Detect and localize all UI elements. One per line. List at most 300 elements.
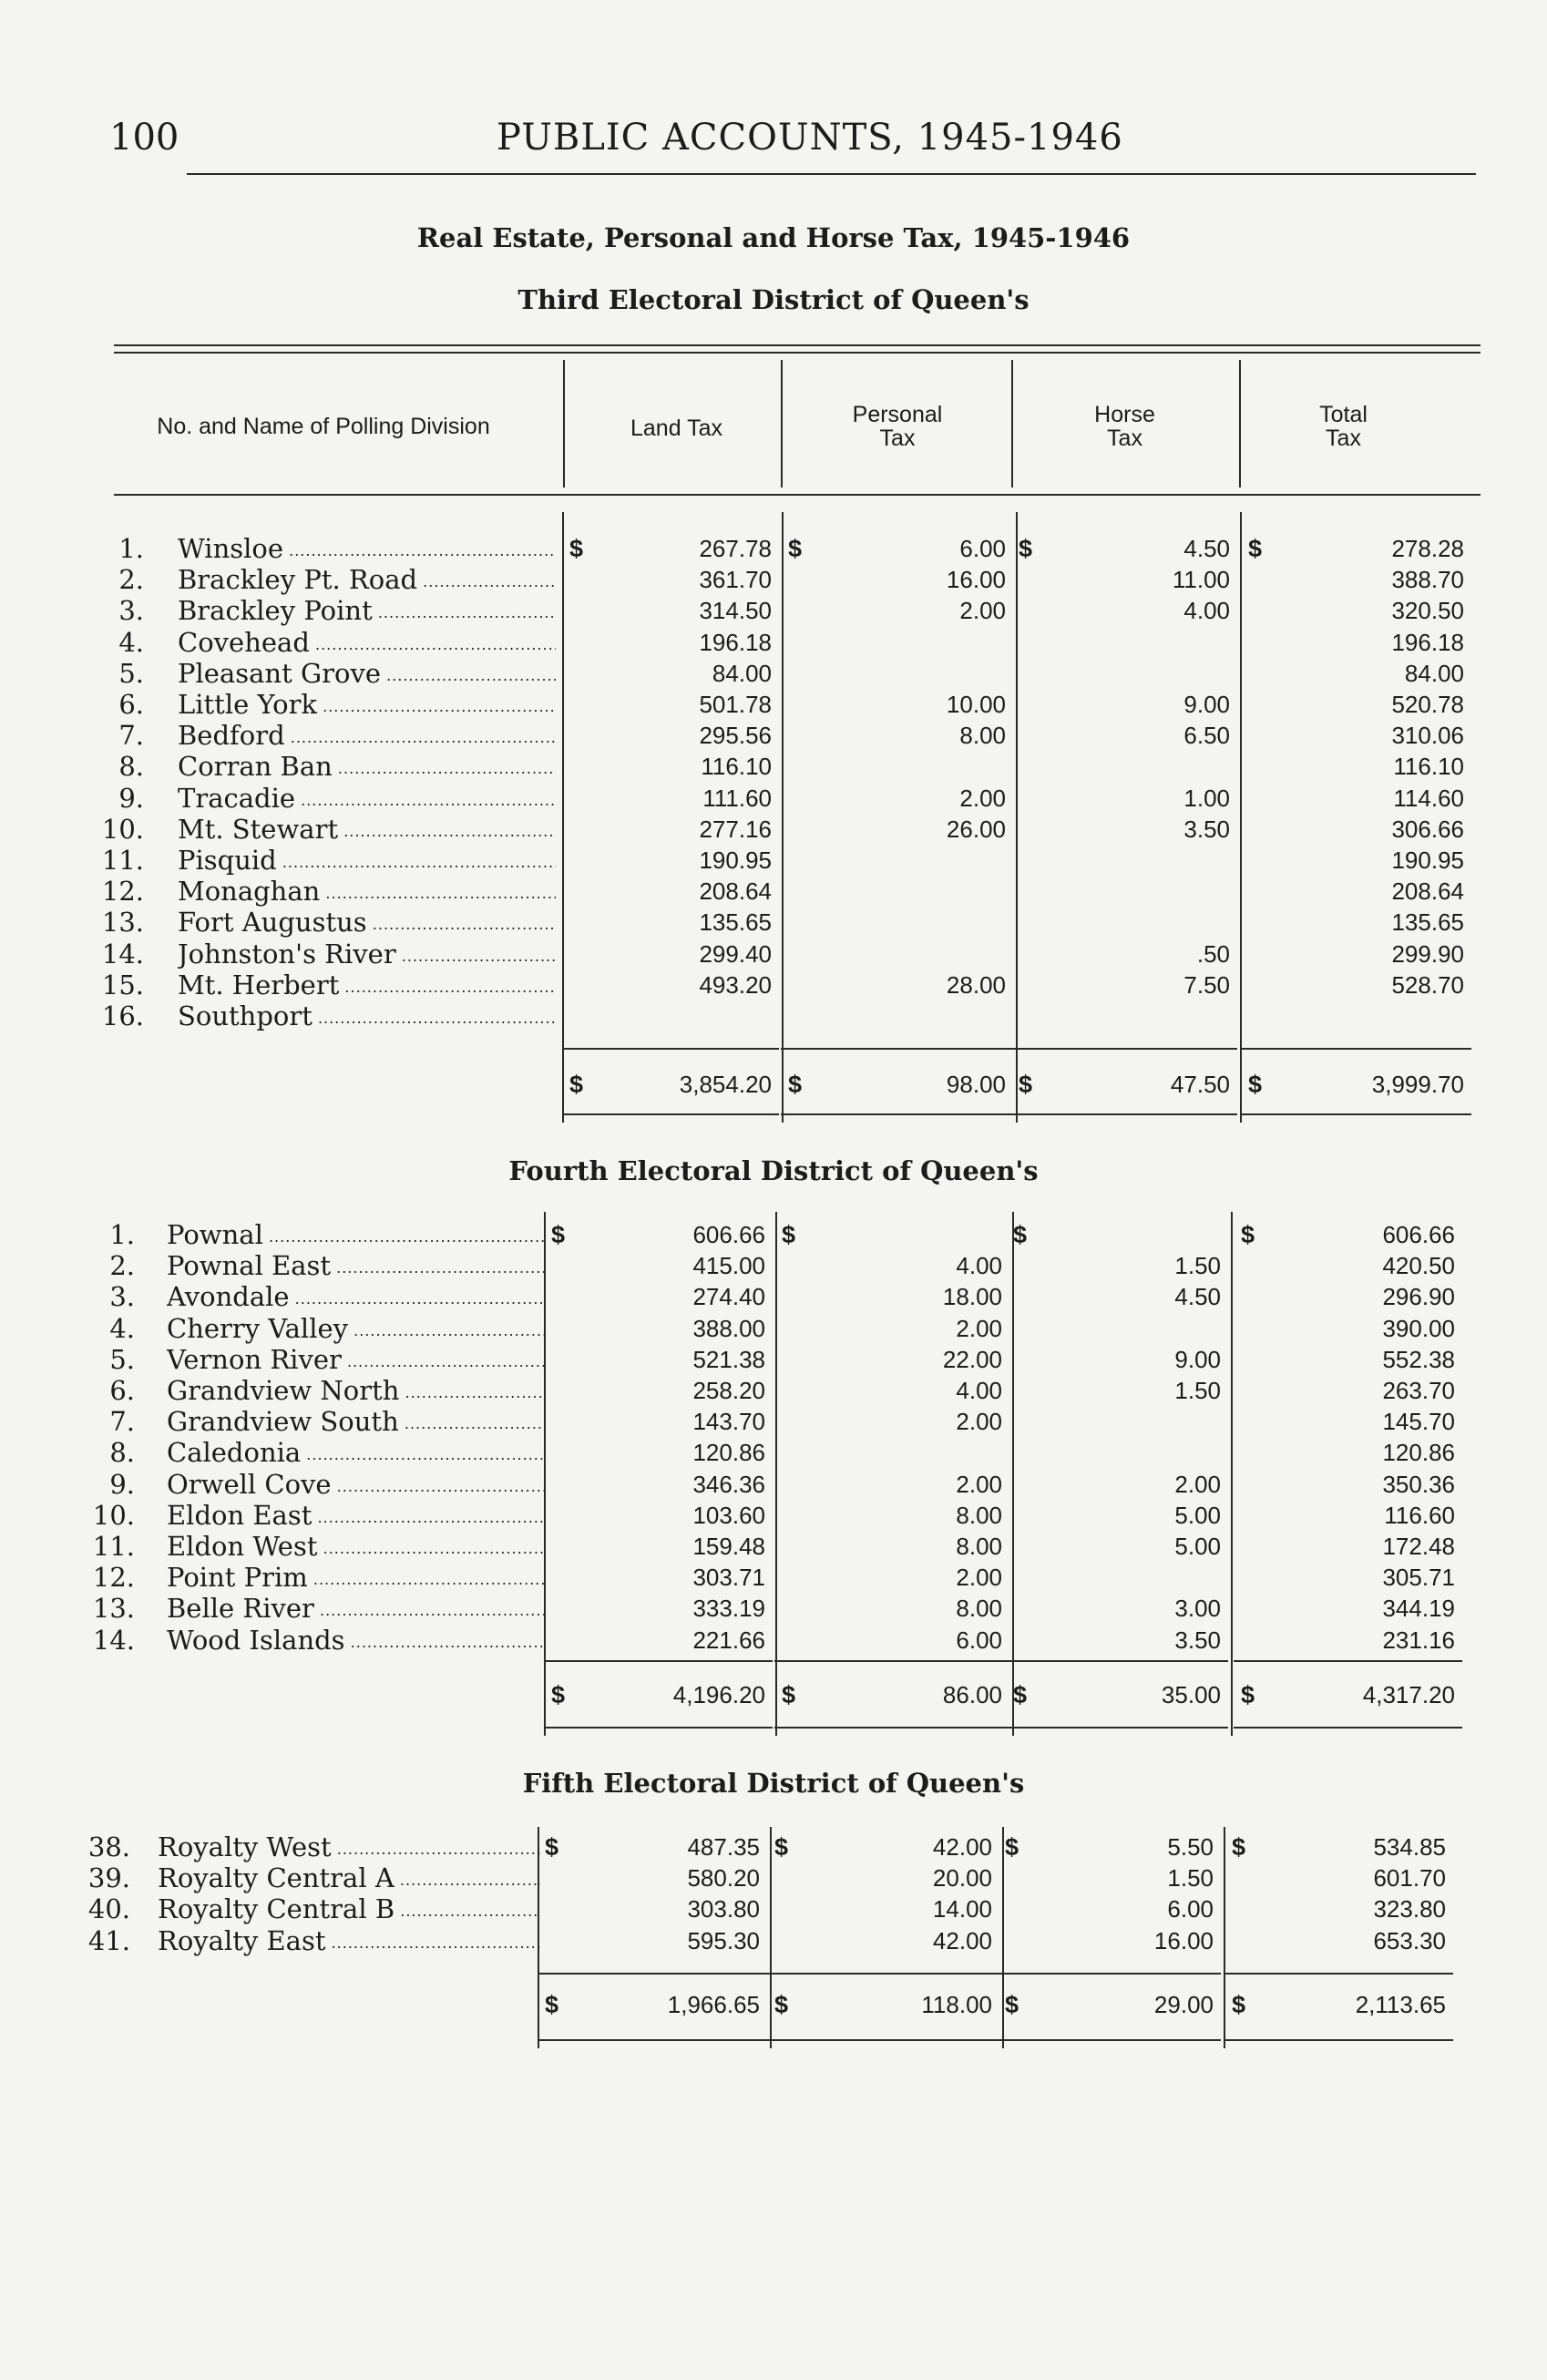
division-number: 12. [92,1562,135,1594]
horse-tax-total: 35.00 [1161,1681,1221,1708]
table-row [0,845,1547,876]
table-row [0,1469,1547,1500]
division-number: 1. [109,1219,135,1250]
land-tax-value: 606.66 [692,1221,765,1248]
total-tax-value: 196.18 [1391,628,1464,656]
table-row [0,1000,1547,1031]
currency-symbol: $ [1019,535,1033,562]
land-tax-value: 190.95 [699,846,772,874]
division-name: Royalty West ..... [158,1831,540,1865]
division-name: Pownal ..... [167,1219,545,1253]
table-row [0,1893,1547,1924]
horse-tax-value: 3.50 [1183,815,1230,843]
land-tax-value: 303.80 [687,1895,760,1923]
land-tax-value: 258.20 [692,1377,765,1404]
division-number: 2. [109,1250,135,1282]
personal-tax-value: 6.00 [956,1626,1002,1654]
division-name: Tracadie ..... [178,783,556,816]
total-tax-value: 601.70 [1373,1864,1446,1893]
division-name: Royalty Central B ..... [158,1893,540,1927]
division-name: Eldon West ..... [167,1531,545,1564]
personal-tax-value: 8.00 [956,1595,1002,1623]
table-row [0,1531,1547,1562]
horse-tax-value: 11.00 [1172,566,1230,594]
currency-symbol: $ [774,1833,789,1861]
horse-tax-value: 3.00 [1174,1595,1221,1623]
horse-tax-value: 7.50 [1183,970,1230,999]
total-rule [1011,1113,1237,1115]
division-number: 9. [109,1468,135,1500]
total-rule [767,2039,999,2041]
land-tax-value: 135.65 [699,908,772,937]
table-top-rule [114,344,1480,346]
division-name: Bedford ..... [178,720,556,754]
division-name: Royalty Central A ..... [158,1862,540,1896]
division-number: 14. [101,938,144,969]
division-name: Corran Ban ..... [178,751,556,785]
division-name: Brackley Pt. Road ..... [178,564,556,598]
division-name: Eldon East ..... [167,1500,545,1534]
total-rule [1006,1727,1228,1729]
land-tax-total: 4,196.20 [672,1681,765,1708]
division-number: 7. [109,1406,135,1438]
table-row [0,658,1547,689]
total-rule [1011,1048,1237,1050]
horse-tax-value: 4.50 [1174,1283,1221,1311]
division-number: 3. [109,1281,135,1313]
land-tax-value: 346.36 [692,1470,765,1498]
division-number: 13. [92,1593,135,1625]
land-tax-value: 493.20 [699,970,772,999]
total-tax-value: 388.70 [1391,566,1464,594]
table-row [0,1250,1547,1281]
division-number: 4. [109,1312,135,1344]
personal-tax-value: 2.00 [956,1314,1002,1342]
table-row [0,1862,1547,1893]
land-tax-value: 120.86 [692,1439,765,1467]
land-tax-value: 111.60 [702,784,772,812]
land-tax-value: 487.35 [687,1833,760,1861]
division-number: 11. [101,845,144,876]
division-name: Caledonia ..... [167,1437,545,1471]
total-tax-total: 2,113.65 [1355,1991,1446,2018]
personal-tax-value: 20.00 [932,1864,992,1893]
total-rule [538,2039,767,2041]
division-number: 13. [101,907,144,939]
division-name: Pleasant Grove ..... [178,658,556,692]
total-tax-value: 231.16 [1382,1626,1455,1654]
total-rule [1241,1048,1471,1050]
total-tax-value: 172.48 [1382,1533,1455,1560]
land-tax-value: 415.00 [692,1252,765,1280]
horse-tax-value: 5.50 [1167,1833,1214,1861]
total-tax-value: 116.60 [1384,1501,1455,1529]
table-row [0,1500,1547,1531]
total-tax-value: 420.50 [1382,1252,1455,1280]
running-title: PUBLIC ACCOUNTS, 1945-1946 [497,117,1123,159]
division-name: Cherry Valley ..... [167,1313,545,1347]
table-row [0,1344,1547,1375]
personal-tax-value: 14.00 [932,1895,992,1923]
division-number: 14. [92,1624,135,1656]
land-tax-total: 1,966.65 [667,1991,760,2018]
total-tax-value: 344.19 [1382,1595,1455,1623]
division-number: 5. [109,1343,135,1375]
land-tax-value: 521.38 [692,1345,765,1373]
division-name: Vernon River ..... [167,1344,545,1378]
total-rule [544,1660,773,1662]
division-name: Avondale ..... [167,1281,545,1315]
page-number: 100 [109,117,179,159]
column-divider [781,360,783,487]
table-row [0,1281,1547,1312]
total-rule [1241,1113,1471,1115]
division-name: Mt. Stewart ..... [178,814,556,847]
horse-tax-value: 1.50 [1174,1377,1221,1404]
total-tax-value: 305.71 [1382,1564,1455,1592]
total-rule [998,1973,1221,1975]
header-rule [187,173,1476,175]
personal-tax-value: 8.00 [956,1501,1002,1529]
total-tax-value: 145.70 [1382,1408,1455,1436]
total-tax-value: 310.06 [1391,722,1464,750]
division-number: 11. [92,1531,135,1562]
total-tax-value: 306.66 [1391,815,1464,843]
total-rule [544,1727,773,1729]
land-tax-value: 388.00 [692,1314,765,1342]
personal-tax-total: 86.00 [942,1681,1002,1708]
total-tax-value: 323.80 [1373,1895,1446,1923]
division-name: Monaghan ..... [178,876,556,909]
land-tax-value: 143.70 [692,1408,765,1436]
land-tax-value: 196.18 [699,628,772,656]
currency-symbol: $ [569,535,584,562]
table-row [0,564,1547,595]
currency-symbol: $ [1019,1071,1033,1098]
total-tax-value: 653.30 [1373,1926,1446,1954]
table-row [0,751,1547,782]
column-header-horse-line: Tax [1107,426,1142,451]
currency-symbol: $ [569,1071,584,1098]
table-row [0,876,1547,907]
column-header-horse-line: Horse [1094,402,1155,427]
division-number: 6. [109,1375,135,1406]
land-tax-value: 274.40 [692,1283,765,1311]
horse-tax-value: 6.50 [1183,722,1230,750]
total-tax-value: 208.64 [1391,877,1464,906]
division-name: Winsloe ..... [178,533,556,567]
land-tax-value: 159.48 [692,1533,765,1560]
land-tax-value: 299.40 [699,939,772,968]
currency-symbol: $ [1248,1071,1263,1098]
column-header-total-line: Tax [1326,426,1361,451]
horse-tax-value: 1.50 [1167,1864,1214,1893]
table-row [0,1593,1547,1624]
total-rule [1234,1727,1462,1729]
land-tax-value: 84.00 [712,659,772,687]
total-rule [781,1113,1013,1115]
total-tax-value: 278.28 [1391,535,1464,562]
table-row [0,627,1547,658]
column-header-name: No. and Name of Polling Division [157,414,490,439]
horse-tax-value: 1.00 [1183,784,1230,812]
table-row [0,814,1547,845]
land-tax-value: 361.70 [699,566,772,594]
table-row [0,533,1547,564]
report-title: Real Estate, Personal and Horse Tax, 1945-1946 [416,222,1131,253]
personal-tax-value: 26.00 [946,815,1006,843]
personal-tax-value: 4.00 [956,1252,1002,1280]
horse-tax-value: 5.00 [1174,1533,1221,1560]
land-tax-value: 103.60 [692,1501,765,1529]
total-tax-value: 606.66 [1382,1221,1455,1248]
table-top-rule [114,352,1480,354]
table-row [0,1625,1547,1656]
division-number: 12. [101,876,144,908]
personal-tax-value: 42.00 [932,1833,992,1861]
division-name: Johnston's River ..... [178,939,556,972]
land-tax-value: 221.66 [692,1626,765,1654]
division-name: Wood Islands ..... [167,1625,545,1658]
table-row [0,1375,1547,1406]
total-rule [1234,1660,1462,1662]
table-row [0,1562,1547,1593]
section-total-row [0,1066,1547,1103]
column-header-total-line: Total [1319,402,1368,427]
table-row [0,689,1547,720]
currency-symbol: $ [1013,1681,1028,1708]
currency-symbol: $ [1005,1833,1019,1861]
table-row [0,969,1547,1000]
division-number: 41. [87,1924,130,1956]
column-header-personal-line: Personal [852,402,943,427]
total-rule [998,2039,1221,2041]
table-row [0,939,1547,969]
division-number: 15. [101,969,144,1000]
total-tax-value: 263.70 [1382,1377,1455,1404]
total-tax-value: 84.00 [1404,659,1464,687]
total-tax-value: 116.10 [1393,753,1464,781]
land-tax-value: 595.30 [687,1926,760,1954]
total-rule [781,1048,1013,1050]
division-number: 16. [101,1000,144,1031]
column-divider [1239,360,1241,487]
land-tax-value: 580.20 [687,1864,760,1893]
division-number: 10. [92,1499,135,1531]
currency-symbol: $ [551,1681,566,1708]
table-row [0,595,1547,626]
division-number: 3. [118,595,144,627]
section-title: Third Electoral District of Queen's [517,284,1030,315]
horse-tax-value: 6.00 [1167,1895,1214,1923]
personal-tax-value: 2.00 [956,1470,1002,1498]
currency-symbol: $ [782,1221,796,1248]
division-name: Mt. Herbert ..... [178,969,556,1003]
table-row [0,907,1547,938]
division-name: Grandview North ..... [167,1375,545,1409]
total-rule [562,1048,779,1050]
table-row [0,1313,1547,1344]
division-number: 5. [118,657,144,689]
personal-tax-value: 28.00 [946,970,1006,999]
division-number: 7. [118,720,144,752]
total-tax-value: 296.90 [1382,1283,1455,1311]
personal-tax-value: 8.00 [956,1533,1002,1560]
division-name: Pisquid ..... [178,845,556,878]
division-name: Little York ..... [178,689,556,723]
currency-symbol: $ [774,1991,789,2018]
table-row [0,783,1547,814]
division-name: Brackley Point ..... [178,595,556,629]
horse-tax-value: 9.00 [1183,691,1230,718]
land-tax-value: 208.64 [699,877,772,906]
total-tax-value: 135.65 [1391,908,1464,937]
land-tax-value: 333.19 [692,1595,765,1623]
division-number: 1. [118,533,144,564]
currency-symbol: $ [1248,535,1263,562]
personal-tax-value: 2.00 [956,1408,1002,1436]
land-tax-value: 116.10 [701,753,772,781]
section-total-row [0,1677,1547,1713]
personal-tax-value: 22.00 [942,1345,1002,1373]
table-row [0,720,1547,751]
total-tax-value: 552.38 [1382,1345,1455,1373]
horse-tax-value: 1.50 [1174,1252,1221,1280]
personal-tax-value: 4.00 [956,1377,1002,1404]
total-tax-value: 534.85 [1373,1833,1446,1861]
table-row [0,1406,1547,1437]
division-number: 38. [87,1831,130,1862]
table-row [0,1437,1547,1468]
land-tax-value: 303.71 [692,1564,765,1592]
personal-tax-total: 98.00 [946,1071,1006,1098]
horse-tax-value: 4.00 [1183,597,1230,625]
total-tax-value: 390.00 [1382,1314,1455,1342]
division-number: 8. [118,751,144,783]
column-divider [1011,360,1013,487]
column-divider [563,360,565,487]
currency-symbol: $ [551,1221,566,1248]
division-name: Grandview South ..... [167,1406,545,1440]
division-number: 6. [118,689,144,720]
horse-tax-value: 2.00 [1174,1470,1221,1498]
total-tax-value: 299.90 [1391,939,1464,968]
land-tax-total: 3,854.20 [679,1071,772,1098]
column-header-horse [1013,403,1236,450]
personal-tax-value: 16.00 [946,566,1006,594]
division-number: 8. [109,1437,135,1469]
column-header-land: Land Tax [630,415,722,441]
division-number: 4. [118,626,144,658]
land-tax-value: 314.50 [699,597,772,625]
total-rule [1224,1973,1453,1975]
currency-symbol: $ [1232,1991,1246,2018]
personal-tax-value: 2.00 [959,597,1006,625]
personal-tax-value: 42.00 [932,1926,992,1954]
division-number: 2. [118,564,144,596]
column-header-total [1241,403,1446,450]
horse-tax-value: 4.50 [1183,535,1230,562]
currency-symbol: $ [1241,1221,1255,1248]
division-name: Fort Augustus ..... [178,907,556,940]
total-tax-value: 114.60 [1393,784,1464,812]
total-tax-value: 190.95 [1391,846,1464,874]
personal-tax-value: 18.00 [942,1283,1002,1311]
section-total-row [0,1986,1547,2023]
total-rule [767,1973,999,1975]
personal-tax-value: 2.00 [956,1564,1002,1592]
currency-symbol: $ [545,1991,559,2018]
division-name: Point Prim ..... [167,1562,545,1595]
land-tax-value: 501.78 [699,691,772,718]
currency-symbol: $ [782,1681,796,1708]
column-header-personal-line: Tax [879,426,916,451]
total-tax-value: 350.36 [1382,1470,1455,1498]
column-header-personal [784,403,1011,450]
horse-tax-value: 3.50 [1174,1626,1221,1654]
personal-tax-total: 118.00 [921,1991,992,2018]
total-tax-total: 3,999.70 [1371,1071,1464,1098]
total-tax-total: 4,317.20 [1362,1681,1455,1708]
header-bottom-rule [114,494,1480,496]
total-rule [774,1660,1009,1662]
section-title: Fifth Electoral District of Queen's [522,1768,1025,1799]
section-title: Fourth Electoral District of Queen's [508,1155,1039,1186]
personal-tax-value: 6.00 [959,535,1006,562]
division-name: Belle River ..... [167,1593,545,1626]
division-name: Pownal East ..... [167,1250,545,1284]
horse-tax-value: .50 [1196,939,1230,968]
personal-tax-value: 2.00 [959,784,1006,812]
division-name: Orwell Cove ..... [167,1469,545,1503]
total-tax-value: 520.78 [1391,691,1464,718]
division-number: 9. [118,782,144,814]
currency-symbol: $ [545,1833,559,1861]
division-name: Southport ..... [178,1000,556,1034]
total-rule [538,1973,767,1975]
currency-symbol: $ [1013,1221,1028,1248]
table-row [0,1925,1547,1956]
division-name: Covehead ..... [178,627,556,661]
horse-tax-value: 16.00 [1153,1926,1214,1954]
total-rule [1006,1660,1228,1662]
land-tax-value: 295.56 [699,722,772,750]
total-tax-value: 528.70 [1391,970,1464,999]
horse-tax-value: 5.00 [1174,1501,1221,1529]
total-rule [1224,2039,1453,2041]
division-number: 10. [101,813,144,845]
horse-tax-total: 29.00 [1153,1991,1214,2018]
total-tax-value: 320.50 [1391,597,1464,625]
division-name: Royalty East ..... [158,1925,540,1959]
table-row [0,1219,1547,1250]
total-tax-value: 120.86 [1382,1439,1455,1467]
horse-tax-total: 47.50 [1170,1071,1230,1098]
total-rule [562,1113,779,1115]
total-rule [774,1727,1009,1729]
division-number: 39. [87,1862,130,1894]
currency-symbol: $ [788,535,803,562]
currency-symbol: $ [1241,1681,1255,1708]
personal-tax-value: 8.00 [959,722,1006,750]
land-tax-value: 277.16 [699,815,772,843]
personal-tax-value: 10.00 [946,691,1006,718]
table-row [0,1831,1547,1862]
horse-tax-value: 9.00 [1174,1345,1221,1373]
land-tax-value: 267.78 [699,535,772,562]
division-number: 40. [87,1893,130,1925]
currency-symbol: $ [1232,1833,1246,1861]
